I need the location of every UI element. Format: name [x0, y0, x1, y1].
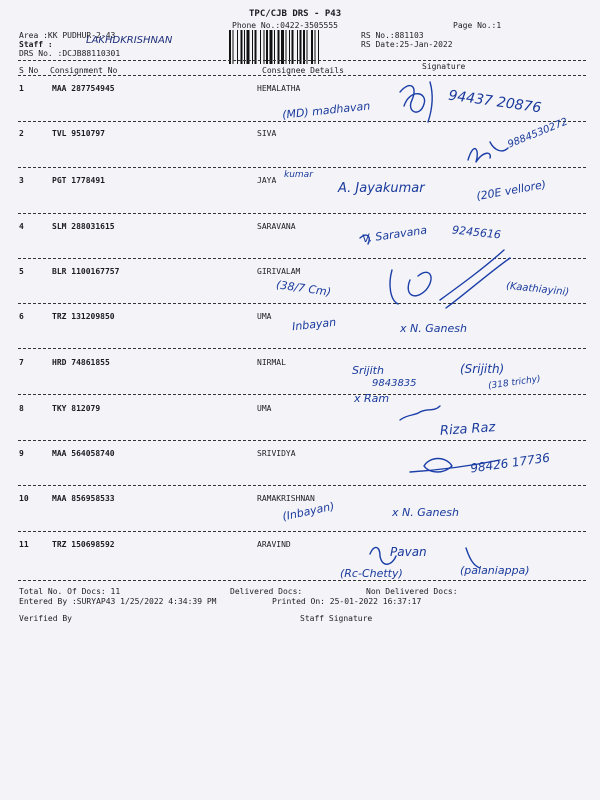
- row-consignment: MAA 564058740: [52, 449, 115, 458]
- barcode-bar: [281, 30, 284, 64]
- handwritten-note: x N. Ganesh: [392, 506, 459, 519]
- row-consignee: RAMAKRISHNAN: [257, 494, 315, 503]
- printed-on: Printed On: 25-01-2022 16:37:17: [272, 597, 422, 606]
- handwritten-note: (Kaathiayini): [505, 280, 570, 299]
- rs-date: RS Date:25-Jan-2022: [361, 40, 453, 49]
- row-divider: [18, 213, 586, 214]
- rs-number: RS No.:881103: [361, 31, 424, 40]
- handwritten-note: 9245616: [451, 223, 502, 242]
- row-sno: 5: [19, 267, 24, 276]
- handwritten-note: x N. Ganesh: [400, 322, 467, 335]
- barcode-bar: [270, 30, 273, 64]
- row-sno: 8: [19, 404, 24, 413]
- column-divider: [18, 75, 586, 76]
- row-divider: [18, 440, 586, 441]
- row-sno: 1: [19, 84, 24, 93]
- row-divider: [18, 531, 586, 532]
- barcode-bar: [241, 30, 243, 64]
- handwritten-note: Inbayan: [291, 315, 337, 334]
- row-sno: 9: [19, 449, 24, 458]
- row-divider: [18, 348, 586, 349]
- col-consignee: Consignee Details: [262, 66, 344, 75]
- delivered-docs: Delivered Docs:: [230, 587, 303, 596]
- col-sno: S No: [19, 66, 39, 75]
- signature-scribble: [400, 86, 425, 113]
- handwritten-note: Riza Raz: [439, 420, 496, 439]
- row-consignee: SRIVIDYA: [257, 449, 296, 458]
- drs-number: DRS No. :DCJB88110301: [19, 49, 121, 58]
- row-divider: [18, 258, 586, 259]
- handwritten-note: Srijith: [352, 364, 384, 377]
- staff-label: Staff :: [19, 40, 53, 49]
- barcode-bar: [244, 30, 245, 64]
- handwritten-note: Pavan: [390, 545, 427, 559]
- row-consignee: GIRIVALAM: [257, 267, 301, 276]
- row-consignee: SARAVANA: [257, 222, 296, 231]
- row-sno: 10: [19, 494, 29, 503]
- handwritten-note: (MD) madhavan: [281, 99, 371, 122]
- row-consignee: JAYA: [257, 176, 277, 185]
- row-consignment: TVL 9510797: [52, 129, 105, 138]
- total-docs: Total No. Of Docs: 11: [19, 587, 121, 596]
- barcode-bar: [252, 30, 253, 64]
- row-consignment: TRZ 150698592: [52, 540, 115, 549]
- barcode-bar: [266, 30, 268, 64]
- row-sno: 7: [19, 358, 24, 367]
- row-consignment: MAA 856958533: [52, 494, 115, 503]
- row-consignment: TKY 812079: [52, 404, 101, 413]
- barcode-bar: [286, 30, 287, 64]
- row-consignment: PGT 1778491: [52, 176, 105, 185]
- row-divider: [18, 121, 586, 122]
- document-title: TPC/CJB DRS - P43: [249, 9, 342, 19]
- row-consignee: SIVA: [257, 129, 277, 138]
- handwritten-note: (palaniappa): [460, 564, 530, 577]
- verified-by: Verified By: [19, 614, 72, 623]
- col-signature: Signature: [422, 62, 466, 71]
- area-label: Area :KK PUDHUR-2-43: [19, 31, 116, 40]
- row-divider: [18, 167, 586, 168]
- barcode-bar: [315, 30, 316, 64]
- handwritten-note: x Ram: [354, 392, 390, 405]
- barcode-bar: [229, 30, 231, 64]
- handwritten-note: 98426 17736: [469, 450, 551, 476]
- col-consignment: Consignment No: [50, 66, 118, 75]
- barcode-bar: [274, 30, 275, 64]
- handwritten-note: V. Saravana: [361, 223, 428, 246]
- row-divider: [18, 580, 586, 581]
- row-sno: 2: [19, 129, 24, 138]
- page-number: Page No.:1: [453, 21, 502, 30]
- barcode-bar: [307, 30, 308, 64]
- barcode-bar: [303, 30, 305, 64]
- handwritten-note: A. Jayakumar: [338, 181, 425, 196]
- handwritten-note: 9884530272: [506, 116, 570, 151]
- header-divider: [18, 60, 586, 61]
- barcode-bar: [318, 30, 319, 64]
- barcode-bar: [311, 30, 313, 64]
- row-divider: [18, 394, 586, 395]
- barcode-bar: [237, 30, 238, 64]
- barcode: [229, 30, 355, 64]
- barcode-bar: [260, 30, 261, 64]
- handwritten-note: (318 trichy): [487, 374, 542, 392]
- barcode-bar: [300, 30, 302, 64]
- handwritten-note: 9843835: [372, 378, 417, 389]
- barcode-bar: [278, 30, 280, 64]
- barcode-bar: [297, 30, 298, 64]
- non-delivered-docs: Non Delivered Docs:: [366, 587, 458, 596]
- entered-by: Entered By :SURYAP43 1/25/2022 4:34:39 PM: [19, 597, 217, 606]
- row-consignee: NIRMAL: [257, 358, 286, 367]
- row-divider: [18, 485, 586, 486]
- handwritten-note: (20E vellore): [475, 177, 548, 204]
- barcode-bar: [247, 30, 250, 64]
- barcode-bar: [264, 30, 265, 64]
- handwritten-note: (Inbayan): [281, 499, 336, 524]
- row-consignment: HRD 74861855: [52, 358, 110, 367]
- barcode-bar: [255, 30, 257, 64]
- barcode-bar: [292, 30, 294, 64]
- handwritten-note: (38/7 Cm): [275, 278, 332, 299]
- row-divider: [18, 303, 586, 304]
- barcode-bar: [233, 30, 234, 64]
- handwritten-note: (Rc-Chetty): [340, 567, 403, 580]
- handwritten-note: kumar: [284, 170, 313, 180]
- row-consignment: MAA 287754945: [52, 84, 115, 93]
- row-consignment: SLM 288031615: [52, 222, 115, 231]
- row-consignee: UMA: [257, 312, 272, 321]
- row-sno: 3: [19, 176, 24, 185]
- row-consignment: TRZ 131209850: [52, 312, 115, 321]
- barcode-bar: [289, 30, 290, 64]
- row-sno: 4: [19, 222, 24, 231]
- handwritten-note: 94437 20876: [447, 87, 543, 117]
- staff-handwritten-name: LAKHDKRISHNAN: [86, 35, 173, 46]
- handwritten-note: (Srijith): [460, 362, 505, 376]
- row-consignee: ARAVIND: [257, 540, 291, 549]
- row-consignment: BLR 1100167757: [52, 267, 120, 276]
- row-consignee: UMA: [257, 404, 272, 413]
- row-sno: 11: [19, 540, 29, 549]
- row-sno: 6: [19, 312, 24, 321]
- phone-number: Phone No.:0422-3505555: [232, 21, 338, 30]
- row-consignee: HEMALATHA: [257, 84, 301, 93]
- staff-signature: Staff Signature: [300, 614, 373, 623]
